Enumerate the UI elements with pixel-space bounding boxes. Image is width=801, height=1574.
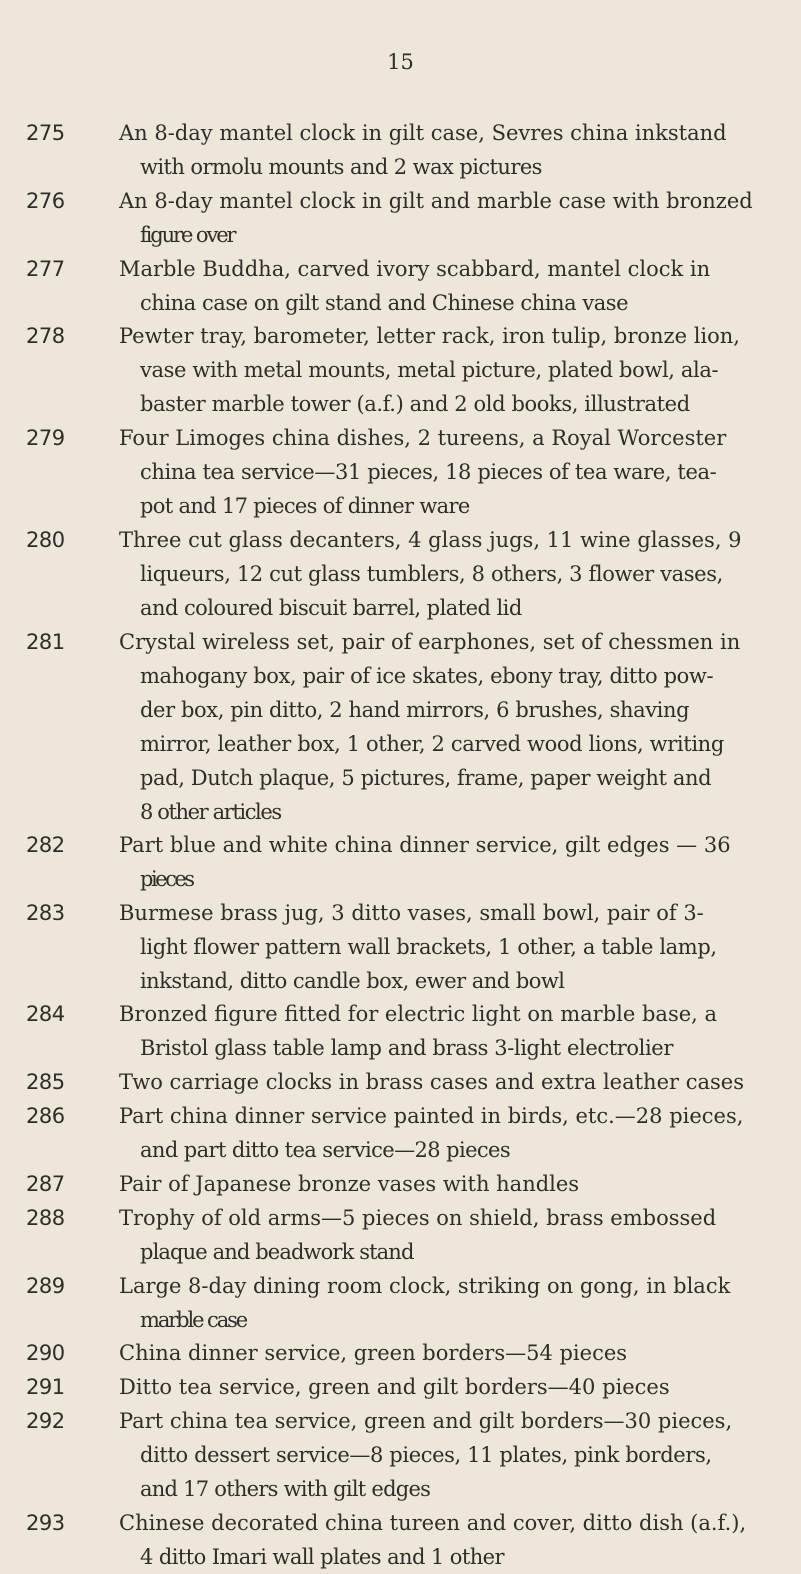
lot-number: 280	[26, 528, 65, 552]
lot-description-line: mahogany box, pair of ice skates, ebony tray, ditto pow-	[140, 664, 714, 688]
lot-number: 281	[26, 630, 65, 654]
lot-description-line: Trophy of old arms—5 pieces on shield, brass embossed	[119, 1206, 717, 1230]
lot-description-line: Marble Buddha, carved ivory scabbard, mantel clock in	[119, 257, 711, 281]
lot-description-line: mirror, leather box, 1 other, 2 carved wood lions, writing	[140, 732, 724, 756]
lot-description	[119, 997, 793, 1065]
lot-number: 284	[26, 1002, 65, 1026]
lot-description	[119, 116, 793, 184]
lot-number: 290	[26, 1341, 65, 1365]
lot-description-line: An 8-day mantel clock in gilt and marble case with bronzed	[119, 189, 753, 213]
lot-number: 291	[26, 1375, 65, 1399]
lot-description-line: Chinese decorated china tureen and cover, ditto dish (a.f.),	[119, 1511, 747, 1535]
lot-number: 278	[26, 324, 65, 348]
lot-description-line: light flower pattern wall brackets, 1 other, a table lamp,	[140, 935, 717, 959]
lot-description-line: Bristol glass table lamp and brass 3-light electrolier	[140, 1036, 673, 1060]
lot-number: 289	[26, 1274, 65, 1298]
lot-description	[119, 1269, 793, 1337]
lot-description-line: china case on gilt stand and Chinese china vase	[140, 291, 629, 315]
lot-description-line: Bronzed figure fitted for electric light on marble base, a	[119, 1002, 718, 1026]
lot-number: 292	[26, 1409, 65, 1433]
lot-description-line: China dinner service, green borders—54 pieces	[119, 1341, 628, 1365]
lot-number: 282	[26, 833, 65, 857]
lot-number: 276	[26, 189, 65, 213]
lot-description	[119, 252, 793, 320]
lot-description-line: Pewter tray, barometer, letter rack, iron tulip, bronze lion,	[119, 324, 740, 348]
lot-description	[119, 625, 793, 829]
lot-description	[119, 1201, 793, 1269]
lot-description-line: Pair of Japanese bronze vases with handles	[119, 1172, 580, 1196]
lot-description-line: liqueurs, 12 cut glass tumblers, 8 others, 3 flower vases,	[140, 562, 723, 586]
lot-description-line: Four Limoges china dishes, 2 tureens, a Royal Worcester	[119, 426, 727, 450]
lot-number: 279	[26, 426, 65, 450]
lot-description-line: inkstand, ditto candle box, ewer and bowl	[140, 969, 565, 993]
lot-description	[119, 1099, 793, 1167]
lot-description-line: and 17 others with gilt edges	[140, 1477, 431, 1501]
lot-description-line: 8 other articles	[140, 800, 281, 824]
lot-description-line: and part ditto tea service—28 pieces	[140, 1138, 511, 1162]
lot-description-line: Large 8-day dining room clock, striking on gong, in black	[119, 1274, 731, 1298]
lot-description-line: Two carriage clocks in brass cases and extra leather cases	[119, 1070, 744, 1094]
lot-description-line: Part china tea service, green and gilt borders—30 pieces,	[119, 1409, 733, 1433]
lot-number: 288	[26, 1206, 65, 1230]
lot-description	[119, 1370, 793, 1404]
lot-description	[119, 1336, 793, 1370]
lot-description-line: with ormolu mounts and 2 wax pictures	[140, 155, 542, 179]
lot-description	[119, 1404, 793, 1506]
lot-number: 286	[26, 1104, 65, 1128]
lot-description	[119, 1065, 793, 1099]
lot-number: 293	[26, 1511, 65, 1535]
lot-description	[119, 828, 793, 896]
lot-description-line: Three cut glass decanters, 4 glass jugs, 11 wine glasses, 9	[119, 528, 742, 552]
lot-description-line: and coloured biscuit barrel, plated lid	[140, 596, 522, 620]
lot-description-line: vase with metal mounts, metal picture, plated bowl, ala-	[140, 358, 719, 382]
lot-description-line: Ditto tea service, green and gilt borders—40 pieces	[119, 1375, 670, 1399]
lot-description-line: baster marble tower (a.f.) and 2 old books, illustrated	[140, 392, 690, 416]
lot-number: 287	[26, 1172, 65, 1196]
lot-description-line: Part blue and white china dinner service, gilt edges — 36	[119, 833, 731, 857]
lot-number: 283	[26, 901, 65, 925]
lot-description-line: An 8-day mantel clock in gilt case, Sevres china inkstand	[119, 121, 727, 145]
lot-description	[119, 523, 793, 625]
lot-description-line: 4 ditto Imari wall plates and 1 other	[140, 1545, 504, 1569]
lot-description-line: Part china dinner service painted in birds, etc.—28 pieces,	[119, 1104, 744, 1128]
lot-description	[119, 1167, 793, 1201]
lot-description	[119, 184, 793, 252]
lot-description-line: pot and 17 pieces of dinner ware	[140, 494, 470, 518]
lot-description-line: pad, Dutch plaque, 5 pictures, frame, paper weight and	[140, 766, 712, 790]
lot-number: 277	[26, 257, 65, 281]
lot-description-line: marble case	[140, 1308, 247, 1332]
lot-description-line: figure over	[140, 223, 235, 247]
lot-description	[119, 319, 793, 421]
lot-description	[119, 896, 793, 998]
lot-description-line: china tea service—31 pieces, 18 pieces of tea ware, tea-	[140, 460, 717, 484]
lot-description	[119, 1506, 793, 1574]
lot-number: 275	[26, 121, 65, 145]
lot-description-line: Burmese brass jug, 3 ditto vases, small bowl, pair of 3-	[119, 901, 704, 925]
lot-description	[119, 421, 793, 523]
lot-description-line: Crystal wireless set, pair of earphones, set of chessmen in	[119, 630, 741, 654]
lot-description-line: plaque and beadwork stand	[140, 1240, 414, 1264]
lot-description-line: ditto dessert service—8 pieces, 11 plates, pink borders,	[140, 1443, 712, 1467]
lot-description-line: der box, pin ditto, 2 hand mirrors, 6 brushes, shaving	[140, 698, 690, 722]
lot-number: 285	[26, 1070, 65, 1094]
page-number: 15	[387, 50, 414, 74]
lot-description-line: pieces	[140, 867, 193, 891]
